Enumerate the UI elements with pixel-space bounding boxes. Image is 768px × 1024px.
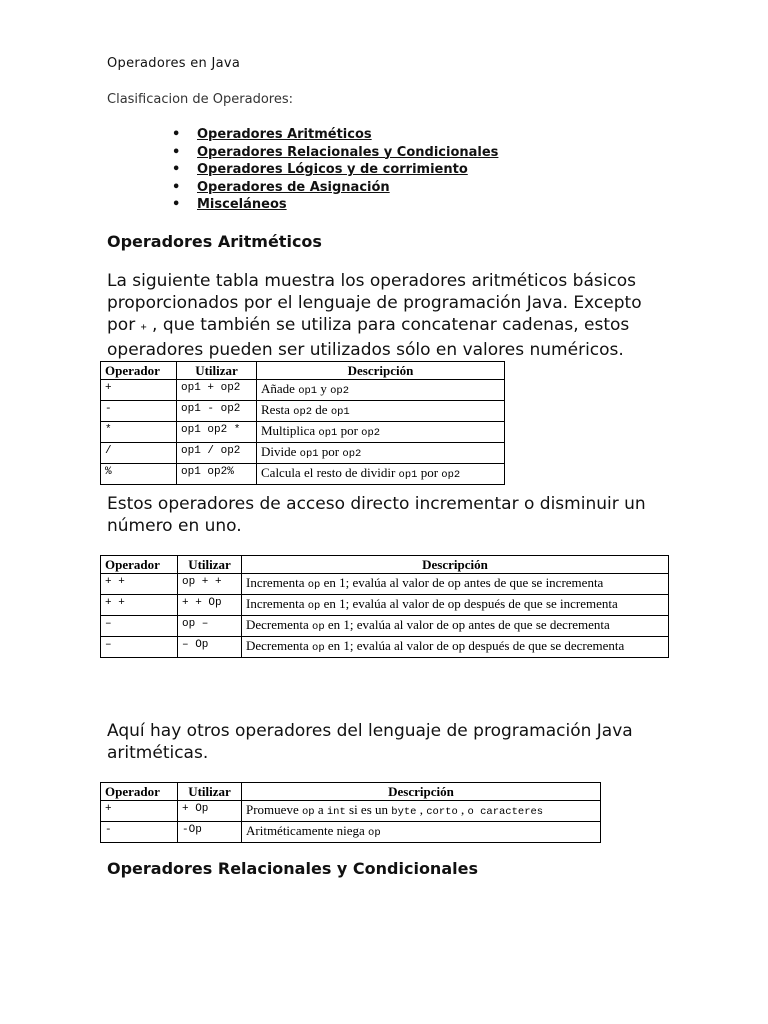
- description-text: Decrementa: [246, 638, 313, 653]
- arithmetic-operators-table: [100, 361, 505, 485]
- column-header: Operador: [101, 362, 177, 380]
- operator-cell: + +: [101, 595, 178, 616]
- toc-item: [148, 196, 498, 214]
- toc-item: [148, 161, 498, 179]
- usage-cell: op1 + op2: [177, 380, 257, 401]
- description-cell: [242, 822, 601, 843]
- column-header: Descripción: [242, 556, 669, 574]
- description-text: Promueve: [246, 802, 302, 817]
- column-header: Operador: [101, 783, 178, 801]
- description-text: Incrementa: [246, 596, 308, 611]
- operator-cell: +: [101, 801, 178, 822]
- operator-cell: –: [101, 637, 178, 658]
- section-paragraph-shortcut: Estos operadores de acceso directo incrementar o disminuir un número en uno.: [107, 494, 646, 536]
- usage-cell: op –: [178, 616, 242, 637]
- inline-code: op: [312, 621, 325, 633]
- description-cell: [257, 422, 505, 443]
- inline-code: op2: [330, 385, 349, 397]
- paragraph-text: La siguiente tabla muestra los operadores aritméticos básicos proporcionados por el lenguaje de programación Java. Excepto por: [107, 271, 642, 335]
- description-text: ,: [416, 802, 427, 817]
- description-cell: [242, 616, 669, 637]
- inline-code: op: [307, 600, 321, 612]
- column-header: Descripción: [257, 362, 505, 380]
- usage-cell: + Op: [178, 801, 242, 822]
- section-paragraph-other: Aquí hay otros operadores del lenguaje de programación Java aritméticas.: [107, 721, 633, 763]
- inline-code: +: [140, 322, 147, 333]
- table-of-contents: [148, 126, 498, 214]
- description-text: a: [314, 802, 327, 817]
- section-heading-relacionales: Operadores Relacionales y Condicionales: [107, 859, 478, 878]
- column-header: Descripción: [242, 783, 601, 801]
- description-cell: [257, 443, 505, 464]
- inline-code: op2: [361, 427, 381, 439]
- description-text: en 1; evalúa al valor de op antes de que se decrementa: [324, 617, 610, 632]
- section-paragraph-aritmeticos: [107, 270, 647, 361]
- usage-cell: op1 op2 *: [177, 422, 257, 443]
- table-row: [101, 422, 505, 443]
- toc-link-asignacion[interactable]: Operadores de Asignación: [197, 179, 390, 195]
- column-header: Utilizar: [178, 783, 242, 801]
- column-header: Utilizar: [178, 556, 242, 574]
- description-text: Divide: [261, 444, 300, 459]
- paragraph-text: , que también se utiliza para concatenar cadenas, estos operadores pueden ser utilizados sólo en valores numéricos.: [107, 315, 630, 360]
- table-row: [101, 822, 601, 843]
- classification-subtitle: Clasificacion de Operadores:: [107, 92, 294, 107]
- operator-cell: -: [101, 822, 178, 843]
- description-cell: [242, 637, 669, 658]
- description-text: Resta: [261, 402, 294, 417]
- usage-cell: op + +: [178, 574, 242, 595]
- operator-cell: -: [101, 401, 177, 422]
- inline-code: op2: [293, 406, 313, 418]
- column-header: Utilizar: [177, 362, 257, 380]
- operator-cell: %: [101, 464, 177, 485]
- toc-item: [148, 144, 498, 162]
- inline-code: op1: [299, 448, 319, 460]
- usage-cell: – Op: [178, 637, 242, 658]
- description-text: Calcula el resto de dividir: [261, 465, 399, 480]
- description-text: en 1; evalúa al valor de op después de que se incrementa: [320, 596, 618, 611]
- description-text: si es un: [345, 802, 392, 817]
- toc-item: [148, 179, 498, 197]
- description-text: por: [337, 423, 362, 438]
- description-cell: [257, 380, 505, 401]
- description-cell: [257, 464, 505, 485]
- inline-code: op2: [441, 469, 461, 481]
- inline-code: byte: [391, 806, 417, 818]
- description-cell: [242, 801, 601, 822]
- toc-item: [148, 126, 498, 144]
- operator-cell: *: [101, 422, 177, 443]
- table-row: [101, 380, 505, 401]
- description-text: Incrementa: [246, 575, 308, 590]
- description-cell: [242, 574, 669, 595]
- inline-code: op: [312, 642, 325, 654]
- description-text: por: [417, 465, 442, 480]
- description-text: de: [312, 402, 331, 417]
- description-text: Decrementa: [246, 617, 313, 632]
- inline-code: op1: [330, 406, 350, 418]
- toc-link-logicos[interactable]: Operadores Lógicos y de corrimiento: [197, 162, 468, 177]
- inline-code: op: [368, 827, 381, 839]
- page-title: Operadores en Java: [107, 56, 241, 71]
- toc-link-aritmeticos[interactable]: Operadores Aritméticos: [197, 127, 372, 142]
- description-text: y: [317, 381, 331, 396]
- toc-link-miscelaneos[interactable]: Misceláneos: [197, 197, 287, 212]
- inline-code: op1: [398, 469, 418, 481]
- table-row: [101, 637, 669, 658]
- inline-code: op1: [318, 427, 338, 439]
- toc-link-relacionales[interactable]: Operadores Relacionales y Condicionales: [197, 144, 499, 160]
- section-heading-aritmeticos: Operadores Aritméticos: [107, 232, 322, 251]
- inline-code: op: [307, 579, 321, 591]
- usage-cell: -Op: [178, 822, 242, 843]
- inline-code: corto: [426, 806, 458, 818]
- description-text: ,: [457, 802, 468, 817]
- operator-cell: +: [101, 380, 177, 401]
- table-row: [101, 464, 505, 485]
- inline-code: int: [326, 806, 346, 818]
- usage-cell: op1 - op2: [177, 401, 257, 422]
- operator-cell: + +: [101, 574, 178, 595]
- description-text: Multiplica: [261, 423, 319, 438]
- usage-cell: op1 op2%: [177, 464, 257, 485]
- table-row: [101, 574, 669, 595]
- table-row: [101, 616, 669, 637]
- usage-cell: op1 / op2: [177, 443, 257, 464]
- inline-code: o caracteres: [467, 806, 544, 818]
- operator-cell: /: [101, 443, 177, 464]
- description-text: por: [318, 444, 343, 459]
- description-text: en 1; evalúa al valor de op antes de que se incrementa: [320, 575, 604, 590]
- increment-operators-table: [100, 555, 669, 658]
- operator-cell: –: [101, 616, 178, 637]
- description-cell: [242, 595, 669, 616]
- description-cell: [257, 401, 505, 422]
- inline-code: op2: [342, 448, 362, 460]
- table-row: [101, 595, 669, 616]
- table-row: [101, 443, 505, 464]
- inline-code: op: [301, 806, 315, 818]
- description-text: en 1; evalúa al valor de op después de que se decrementa: [324, 638, 625, 653]
- description-text: Añade: [261, 381, 299, 396]
- description-text: Aritméticamente niega: [246, 823, 369, 838]
- column-header: Operador: [101, 556, 178, 574]
- table-row: [101, 401, 505, 422]
- usage-cell: + + Op: [178, 595, 242, 616]
- inline-code: op1: [298, 385, 318, 397]
- table-row: [101, 801, 601, 822]
- unary-operators-table: [100, 782, 601, 843]
